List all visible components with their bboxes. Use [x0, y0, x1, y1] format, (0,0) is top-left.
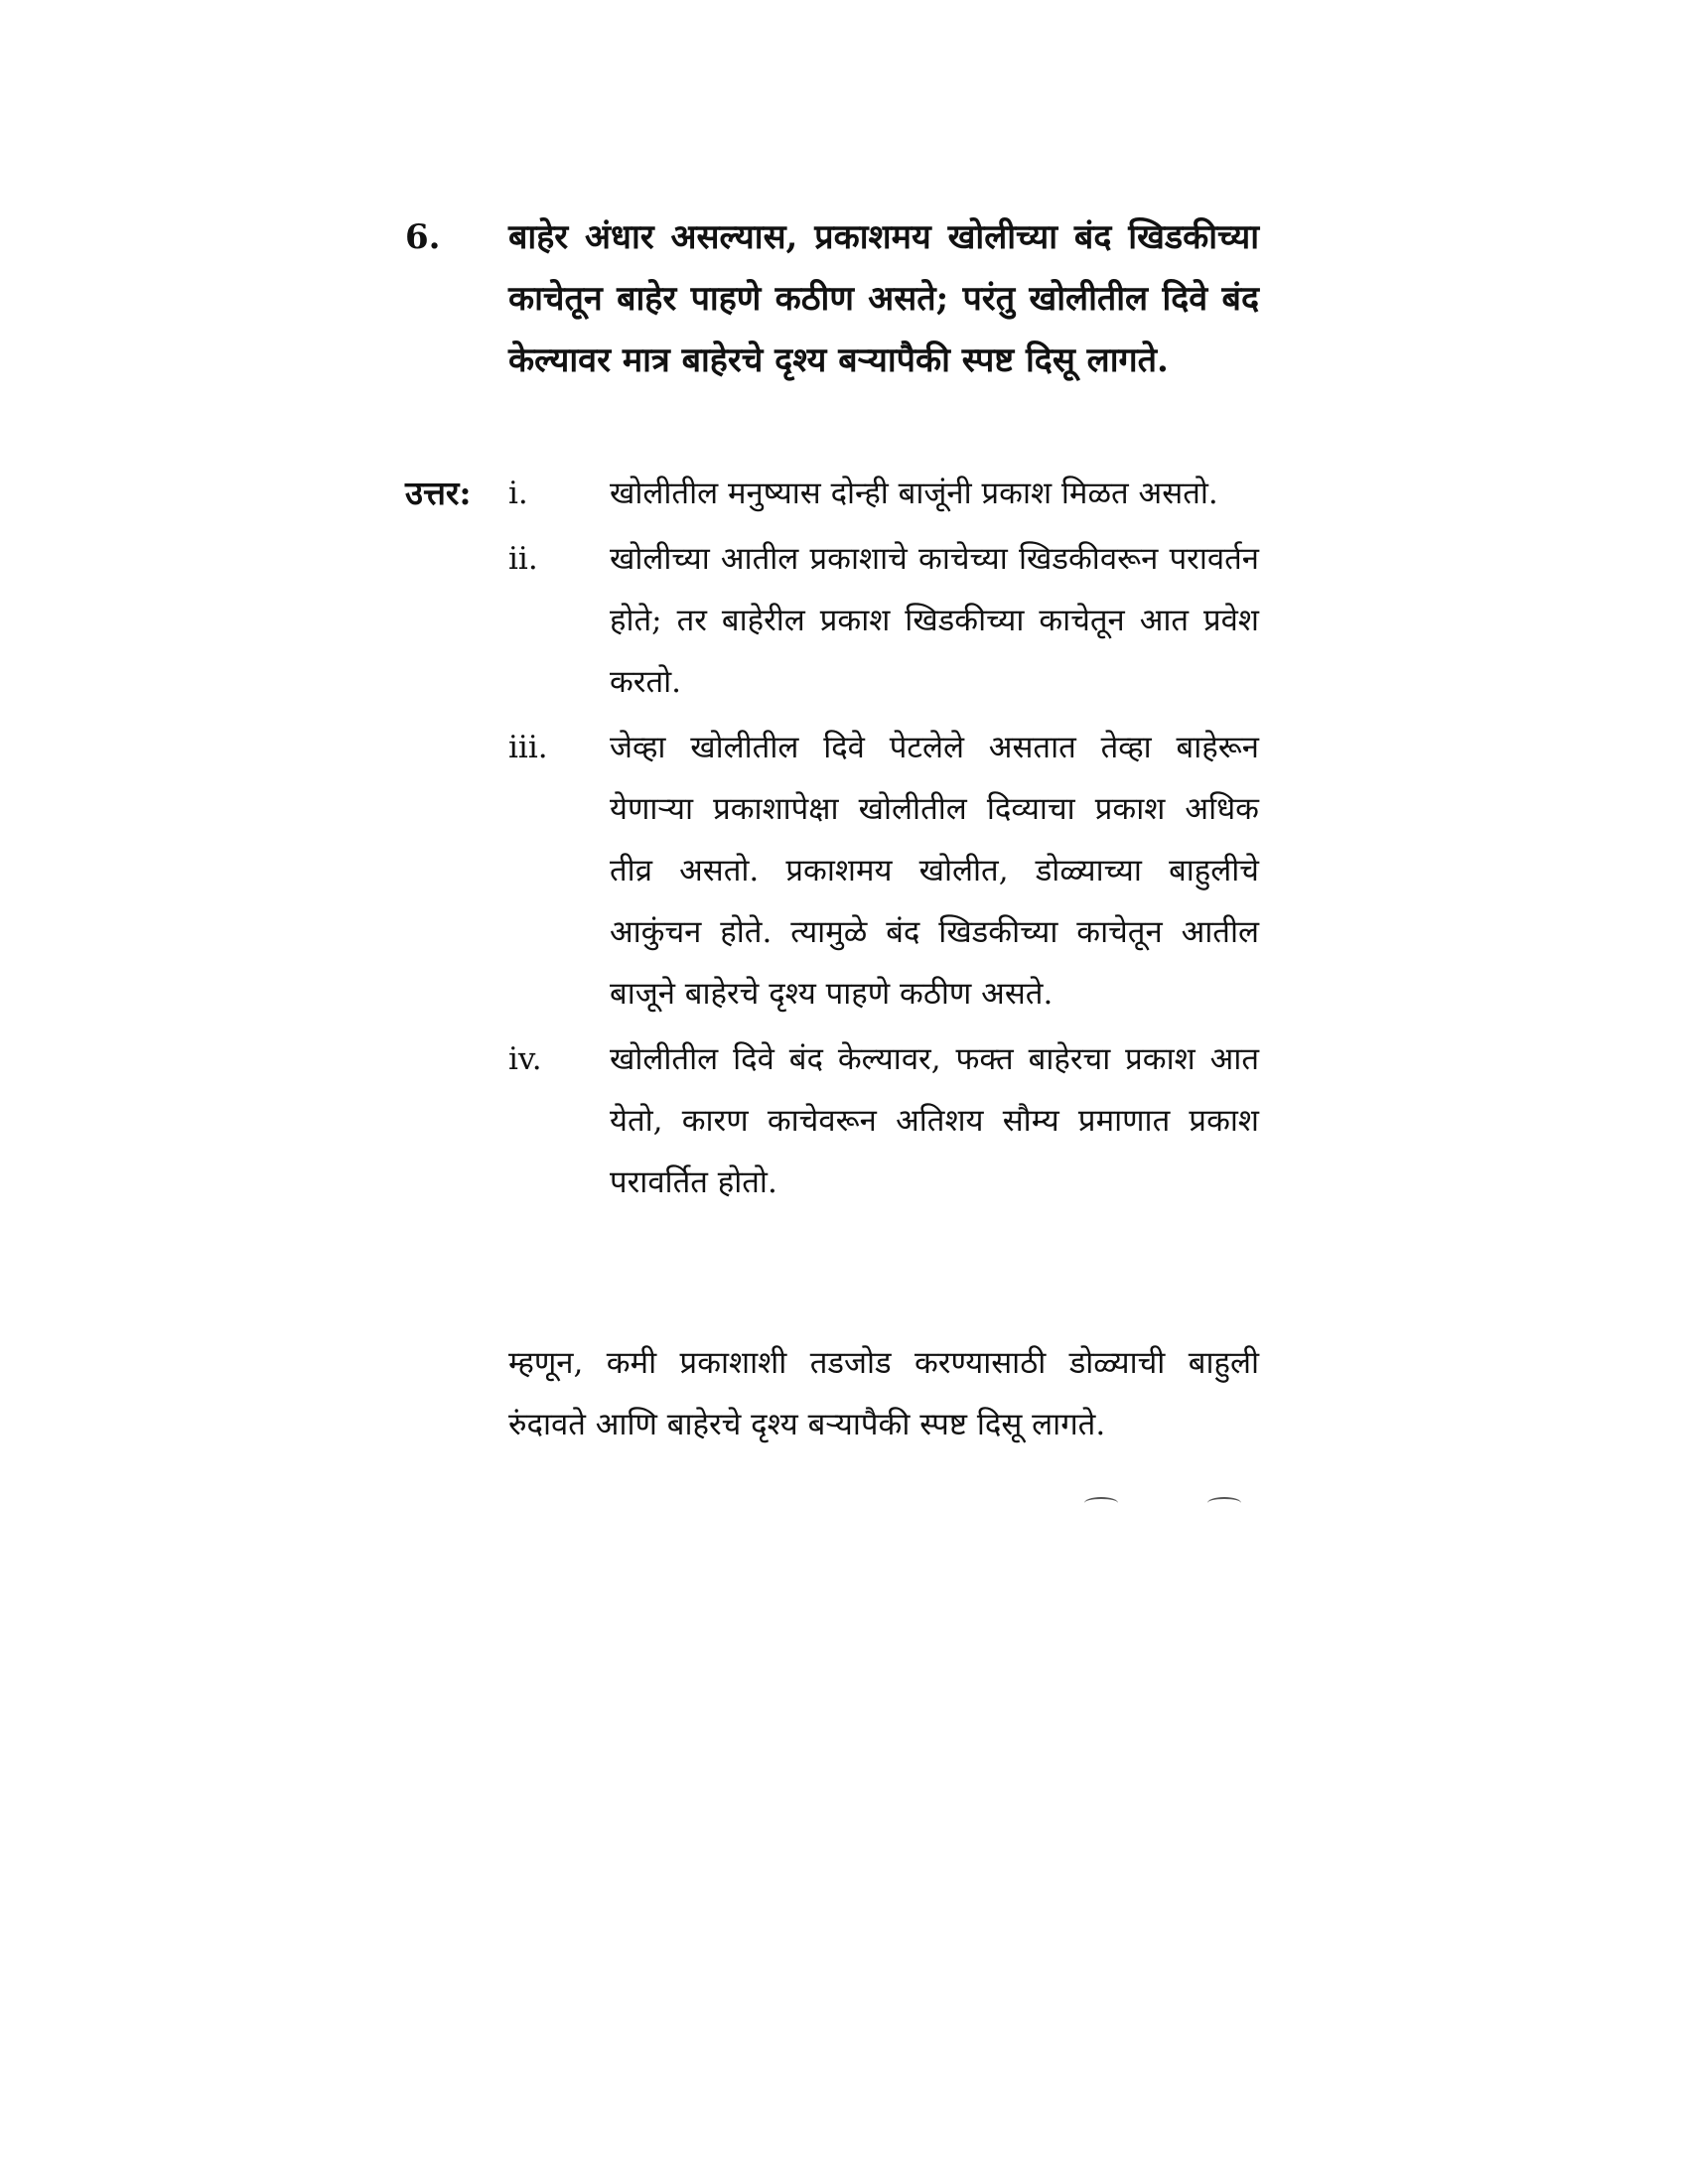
scan-mark-right — [1207, 1497, 1241, 1509]
item-text: खोलीतील दिवे बंद केल्यावर, फक्त बाहेरचा प्रकाश आत येतो, कारण काचेवरून अतिशय सौम्य प्रमाणात प्रकाश परावर्तित होतो. — [610, 1041, 1259, 1200]
conclusion-text: म्हणून, कमी प्रकाशाशी तडजोड करण्यासाठी डोळ्याची बाहुली रुंदावते आणि बाहेरचे दृश्य बऱ्यापैकी स्पष्ट दिसू लागते. — [508, 1345, 1259, 1442]
scan-mark-left — [1084, 1497, 1118, 1509]
list-item — [508, 717, 1259, 1024]
item-text: खोलीच्या आतील प्रकाशाचे काचेच्या खिडकीवरून परावर्तन होते; तर बाहेरील प्रकाश खिडकीच्या काचेतून आत प्रवेश करतो. — [610, 541, 1259, 700]
item-text: जेव्हा खोलीतील दिवे पेटलेले असतात तेव्हा बाहेरून येणाऱ्या प्रकाशापेक्षा खोलीतील दिव्याचा प्रकाश अधिक तीव्र असतो. प्रकाशमय खोलीत, डोळ्याच्या बाहुलीचे आकुंचन होते. त्यामुळे बंद खिडकीच्या काचेतून आतील बाजूने बाहेरचे दृश्य पाहणे कठीण असते. — [610, 730, 1259, 1012]
item-number: i. — [508, 476, 528, 511]
item-number: iv. — [508, 1041, 542, 1077]
item-text: खोलीतील मनुष्यास दोन्ही बाजूंनी प्रकाश मिळत असतो. — [610, 476, 1218, 511]
list-item — [508, 528, 1259, 713]
list-item — [508, 463, 1259, 524]
item-number: iii. — [508, 730, 548, 765]
item-number: ii. — [508, 541, 538, 577]
question-text: बाहेर अंधार असल्यास, प्रकाशमय खोलीच्या बंद खिडकीच्या काचेतून बाहेर पाहणे कठीण असते; परंतु खोलीतील दिवे बंद केल्यावर मात्र बाहेरचे दृश्य बऱ्यापैकी स्पष्ट दिसू लागते. — [508, 217, 1259, 380]
answer-label: उत्तर: — [405, 474, 472, 512]
question-number: 6. — [405, 217, 441, 257]
list-item — [508, 1028, 1259, 1213]
answer-list — [508, 463, 1259, 1217]
